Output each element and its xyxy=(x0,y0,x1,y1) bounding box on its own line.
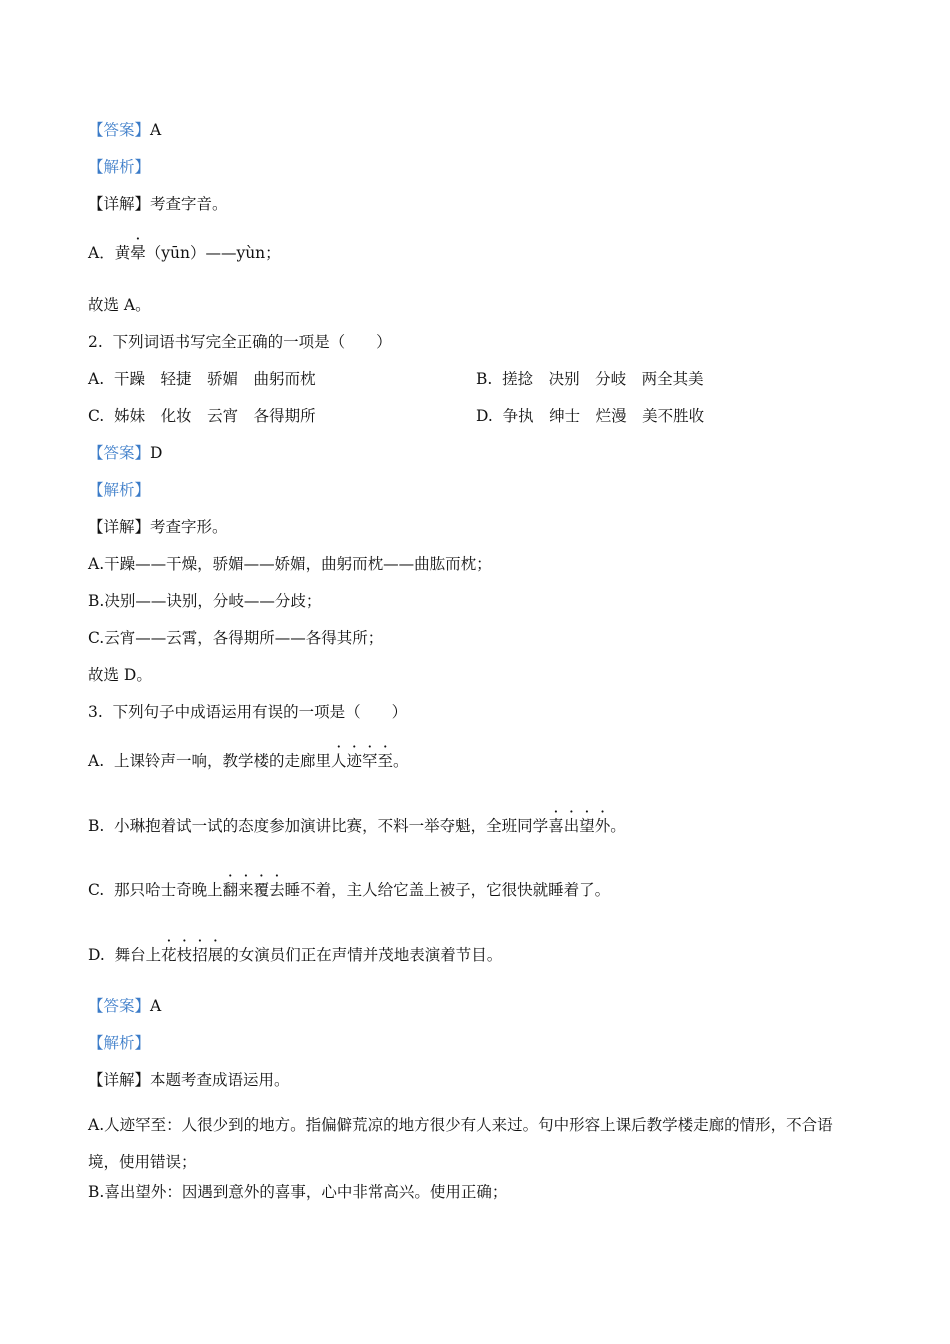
item-suffix: （yūn）——yùn； xyxy=(145,244,281,262)
q3-answer xyxy=(88,996,161,1016)
q2-option-d: D. 争执 绅士 烂漫 美不胜收 xyxy=(476,407,705,425)
emphasized-char: 花 xyxy=(161,946,177,964)
emphasized-char: 枝 xyxy=(176,946,193,964)
q3-stem: 3. 下列句子中成语运用有误的一项是（ ） xyxy=(88,703,408,721)
q3-analysis xyxy=(88,1033,150,1053)
q2-conclusion: 故选 D。 xyxy=(88,666,152,684)
detail-label: 【详解】 xyxy=(88,518,151,536)
q3-option-d xyxy=(88,945,502,965)
q3-option-b xyxy=(88,816,626,836)
q2-analysis xyxy=(88,480,150,500)
q2-answer xyxy=(88,443,162,463)
option-prefix: C. 那只哈士奇晚上 xyxy=(88,881,223,899)
detail-label: 【详解】 xyxy=(88,1071,151,1089)
q1-detail xyxy=(88,194,228,214)
emphasized-char: 覆 xyxy=(253,881,270,899)
emphasized-char: 出 xyxy=(563,817,580,835)
q3-explain-a: A.人迹罕至：人很少到的地方。指偏僻荒凉的地方很少有人来过。句中形容上课后教学楼走廊的情形，不合语境，使用错误； xyxy=(88,1116,833,1171)
q2-stem: 2. 下列词语书写完全正确的一项是（ ） xyxy=(88,333,392,351)
answer-label: 【答案】 xyxy=(88,444,151,462)
emphasized-char: 望 xyxy=(579,817,595,835)
option-suffix: 的女演员们正在声情并茂地表演着节目。 xyxy=(223,946,503,964)
answer-value: A xyxy=(150,121,162,139)
emphasized-char: 招 xyxy=(192,946,208,964)
option-prefix: B. 小琳抱着试一试的态度参加演讲比赛，不料一举夺魁，全班同学 xyxy=(88,817,549,835)
emphasized-char: 外 xyxy=(594,817,611,835)
q3-explain-b: B.喜出望外：因遇到意外的喜事，心中非常高兴。使用正确； xyxy=(88,1183,508,1201)
analysis-label: 【解析】 xyxy=(88,481,151,499)
emphasized-char: 罕 xyxy=(362,752,378,770)
emphasized-char: 晕 xyxy=(130,244,146,262)
q2-option-b: B. 搓捻 决别 分岐 两全其美 xyxy=(476,370,704,388)
emphasized-char: 来 xyxy=(238,881,254,899)
emphasized-char: 去 xyxy=(269,881,285,899)
option-suffix: 睡不着，主人给它盖上被子，它很快就睡着了。 xyxy=(284,881,611,899)
emphasized-char: 迹 xyxy=(346,752,363,770)
q2-detail xyxy=(88,517,228,537)
q3-detail xyxy=(88,1070,290,1090)
emphasized-char: 至 xyxy=(377,752,394,770)
q2-explain-a: A.干躁——干燥，骄媚——娇媚，曲躬而枕——曲肱而枕； xyxy=(88,555,492,573)
emphasized-char: 翻 xyxy=(222,881,239,899)
q2-explain-b: B.决别——诀别，分岐——分歧； xyxy=(88,592,322,610)
answer-value: A xyxy=(150,997,162,1015)
answer-label: 【答案】 xyxy=(88,997,151,1015)
q1-answer xyxy=(88,120,161,140)
option-suffix: 。 xyxy=(393,752,409,770)
option-suffix: 。 xyxy=(610,817,626,835)
emphasized-char: 喜 xyxy=(548,817,564,835)
q1-analysis xyxy=(88,157,150,177)
analysis-label: 【解析】 xyxy=(88,158,151,176)
q2-option-c: C. 姊妹 化妆 云宵 各得期所 xyxy=(88,407,316,425)
option-prefix: A. 上课铃声一响，教学楼的走廊里 xyxy=(88,752,331,770)
detail-text: 考查字音。 xyxy=(150,195,228,213)
detail-text: 本题考查成语运用。 xyxy=(150,1071,290,1089)
q2-explain-c: C.云宵——云霄，各得期所——各得其所； xyxy=(88,629,384,647)
item-prefix: A．黄 xyxy=(88,244,131,262)
detail-text: 考查字形。 xyxy=(150,518,228,536)
analysis-label: 【解析】 xyxy=(88,1034,151,1052)
emphasized-char: 展 xyxy=(207,946,224,964)
answer-label: 【答案】 xyxy=(88,121,151,139)
emphasized-char: 人 xyxy=(330,752,347,770)
detail-label: 【详解】 xyxy=(88,195,151,213)
q3-option-c xyxy=(88,880,610,900)
q3-option-a xyxy=(88,751,409,771)
q1-item-a xyxy=(88,243,281,263)
q2-option-a: A. 干躁 轻捷 骄媚 曲躬而枕 xyxy=(88,370,316,388)
option-prefix: D. 舞台上 xyxy=(88,946,162,964)
q1-conclusion: 故选 A。 xyxy=(88,296,151,314)
answer-value: D xyxy=(150,444,163,462)
